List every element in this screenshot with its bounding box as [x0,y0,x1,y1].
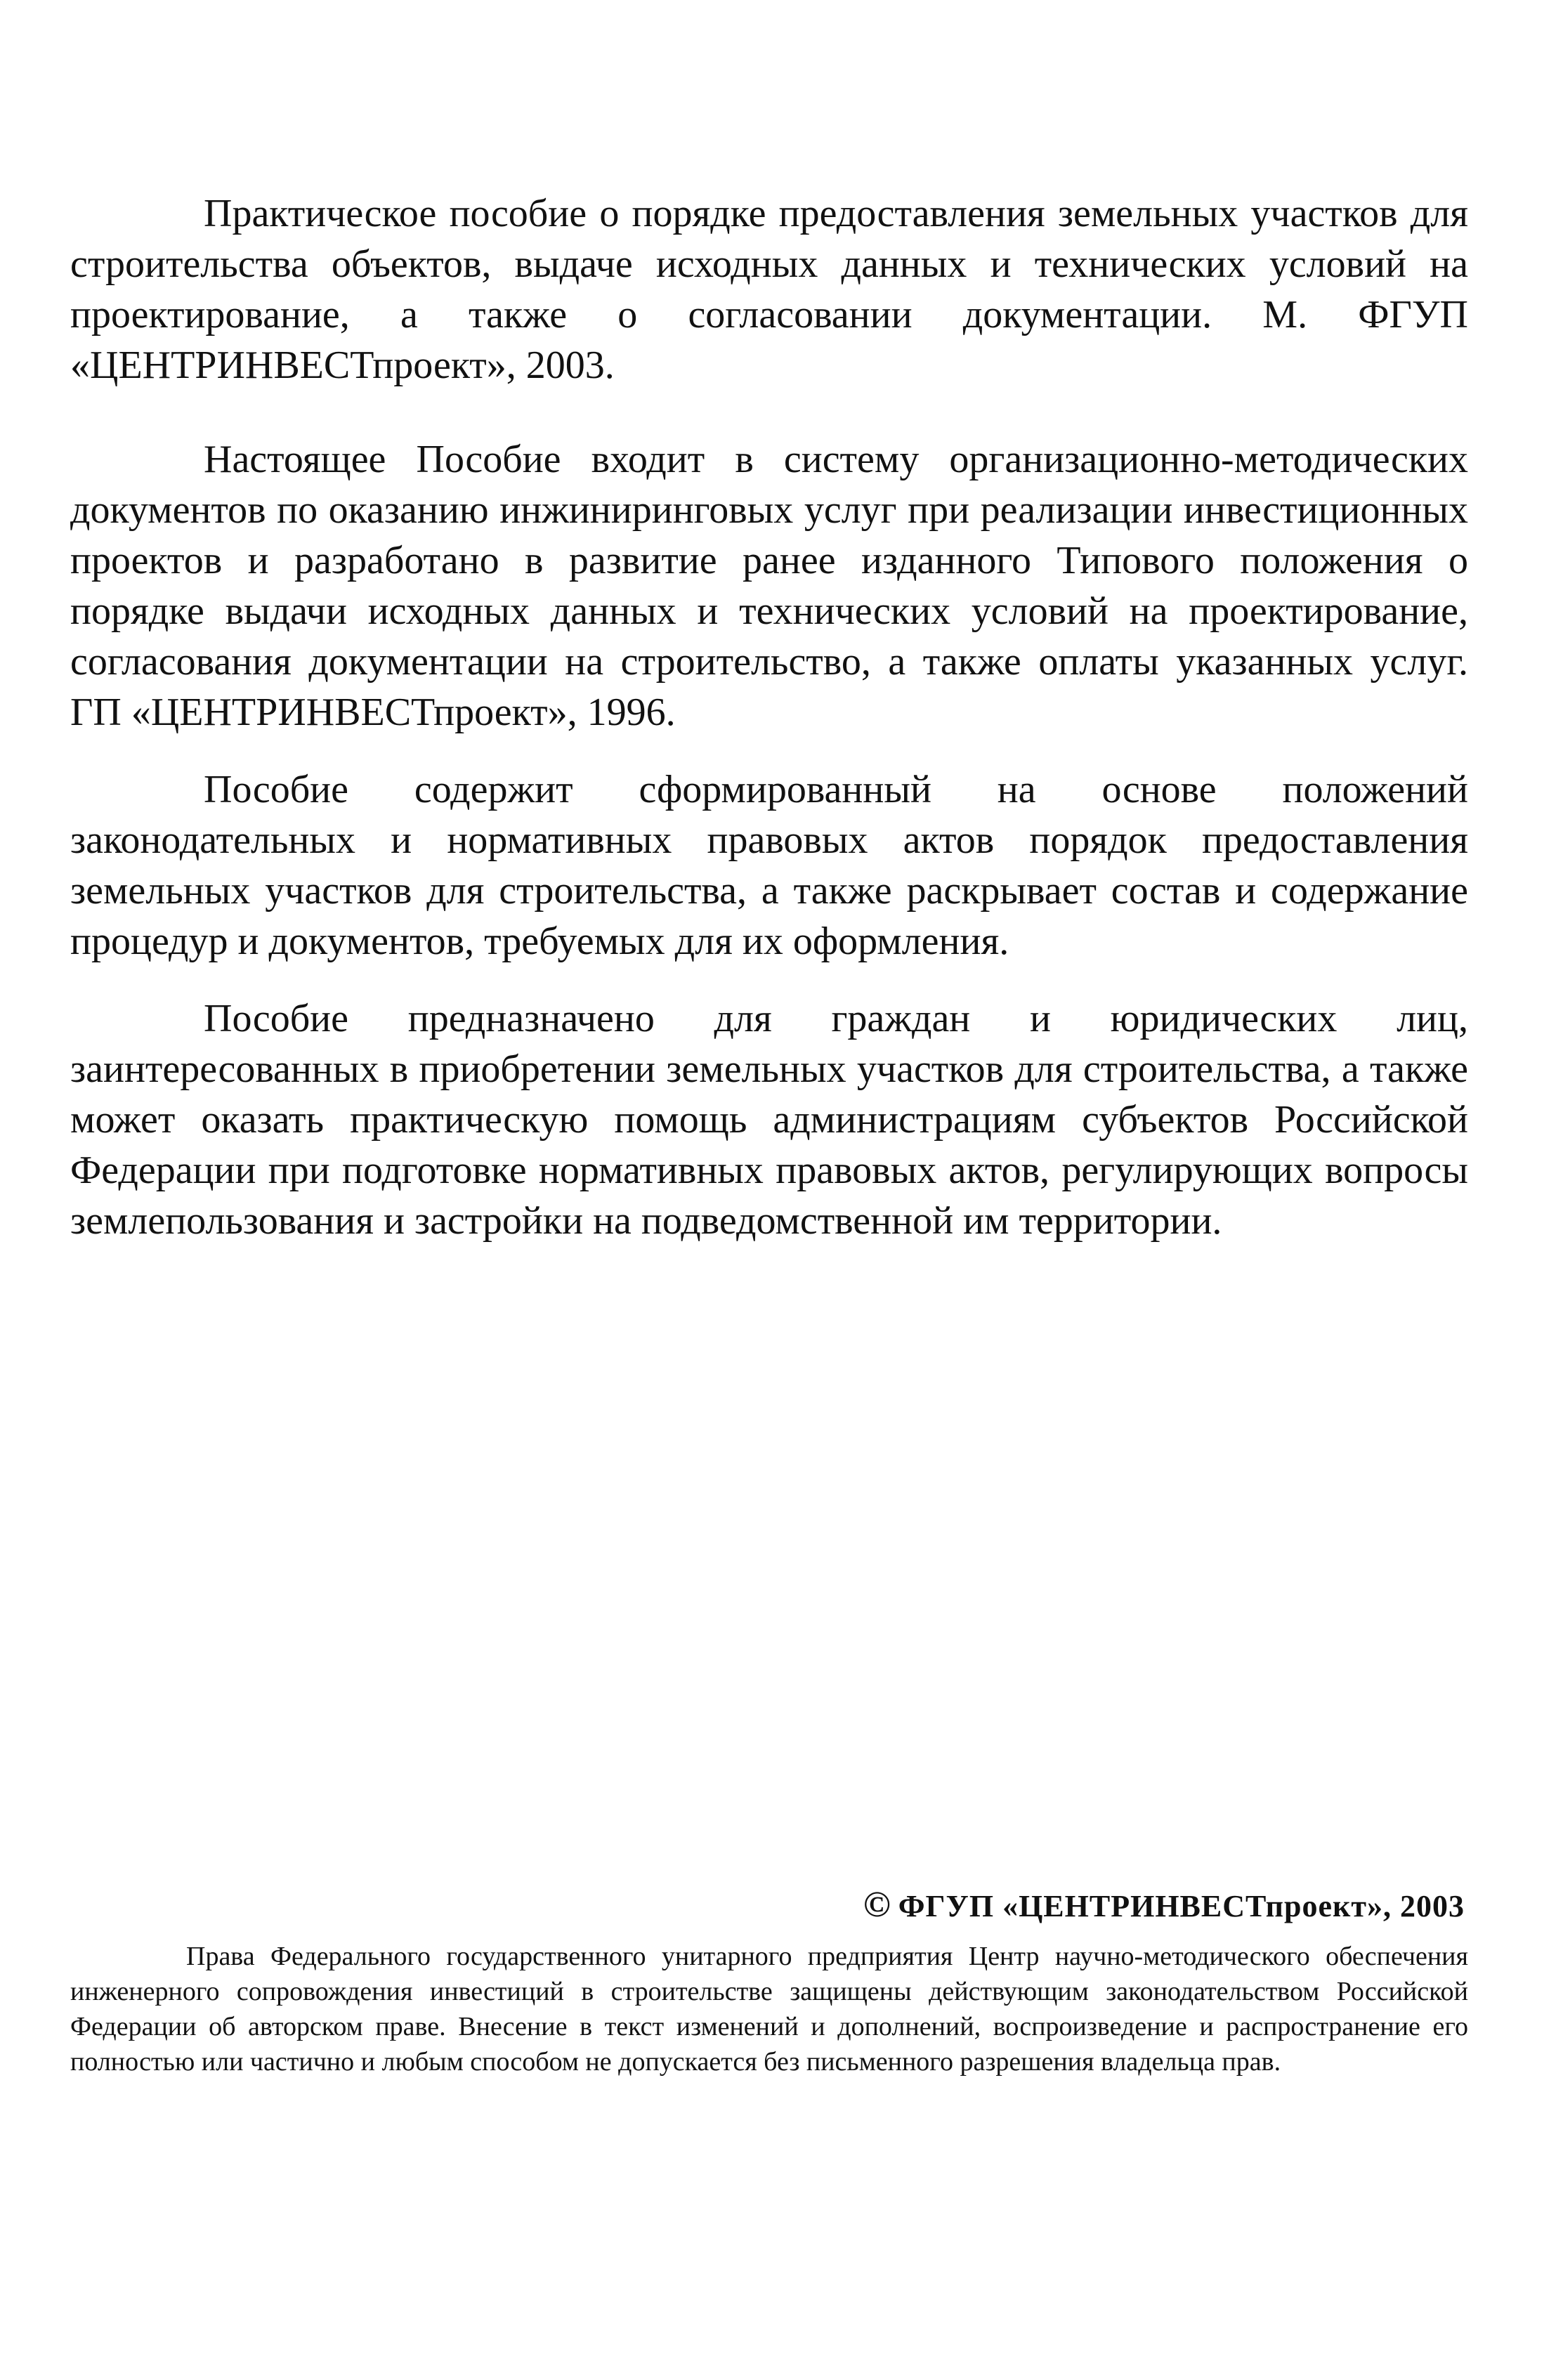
copyright-icon: © [863,1885,891,1925]
copyright-text: ФГУП «ЦЕНТРИНВЕСТпроект», 2003 [898,1889,1465,1923]
paragraph-system: Настоящее Пособие входит в систему организационно-методических документов по оказанию инжиниринговых услуг при реализации инвестиционных проектов и разработано в развитие ранее изданного Типового положения о порядке выдачи исходных данных и технических условий на проектирование, согласования документации на строительство, а также оплаты указанных услуг. ГП «ЦЕНТРИНВЕСТпроект», 1996. [70,438,1468,734]
paragraph-audience: Пособие предназначено для граждан и юридических лиц, заинтересованных в приобретении земельных участков для строительства, а также может оказать практическую помощь администрациям субъектов Российской Федерации при подготовке нормативных правовых актов, регулирующих вопросы землепользования и застройки на подведомственной им территории. [70,997,1468,1243]
paragraph-contents: Пособие содержит сформированный на основе положений законодательных и нормативных правовых актов порядок предоставления земельных участков для строительства, а также раскрывает состав и содержание процедур и документов, требуемых для их оформления. [70,768,1468,963]
copyright-line [863,1884,1465,1925]
paragraph-citation: Практическое пособие о порядке предоставления земельных участков для строительства объектов, выдаче исходных данных и технических условий на проектирование, а также о согласовании документации. М. ФГУП «ЦЕНТРИНВЕСТпроект», 2003. [70,192,1468,387]
rights-notice: Права Федерального государственного унитарного предприятия Центр научно-методического обеспечения инженерного сопровождения инвестиций в строительстве защищены действующим законодательством Российской Федерации об авторском праве. Внесение в текст изменений и дополнений, воспроизведение и распространение его полностью или частично и любым способом не допускается без письменного разрешения владельца прав. [70,1942,1468,2077]
